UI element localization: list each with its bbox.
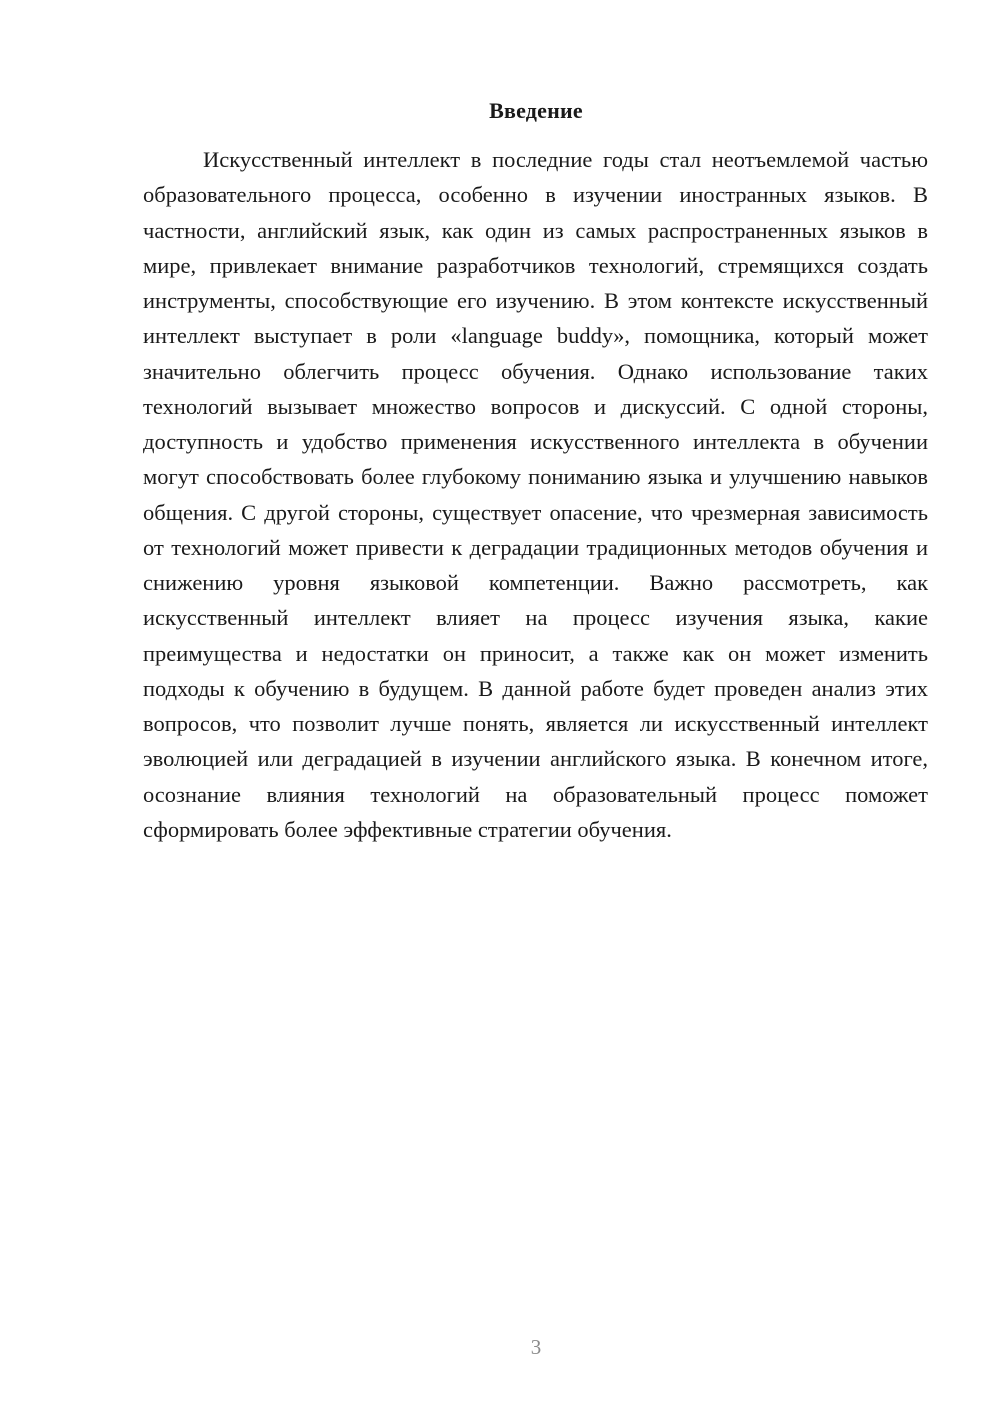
section-heading: Введение [489, 98, 583, 123]
body-paragraph: Искусственный интеллект в последние годы стал неотъемлемой частью образовательного процесса, особенно в изучении иностранных языков. В частности, английский язык, как один из самых распространенных языков в мире, привлекает внимание разработчиков технологий, стремящихся создать инструменты, способствующие его изучению. В этом контексте искусственный интеллект выступает в роли «language buddy», помощника, который может значительно облегчить процесс обучения. Однако использование таких технологий вызывает множество вопросов и дискуссий. С одной стороны, доступность и удобство применения искусственного интеллекта в обучении могут способствовать более глубокому пониманию языка и улучшению навыков общения. С другой стороны, существует опасение, что чрезмерная зависимость от технологий может привести к деградации традиционных методов обучения и снижению уровня языковой компетенции. Важно рассмотреть, как искусственный интеллект влияет на процесс изучения языка, какие преимущества и недостатки он приносит, а также как он может изменить подходы к обучению в будущем. В данной работе будет проведен анализ этих вопросов, что позволит лучше понять, является ли искусственный интеллект эволюцией или деградацией в изучении английского языка. В конечном итоге, осознание влияния технологий на образовательный процесс поможет сформировать более эффективные стратегии обучения. [143, 147, 928, 842]
page-number: 3 [530, 1335, 542, 1359]
